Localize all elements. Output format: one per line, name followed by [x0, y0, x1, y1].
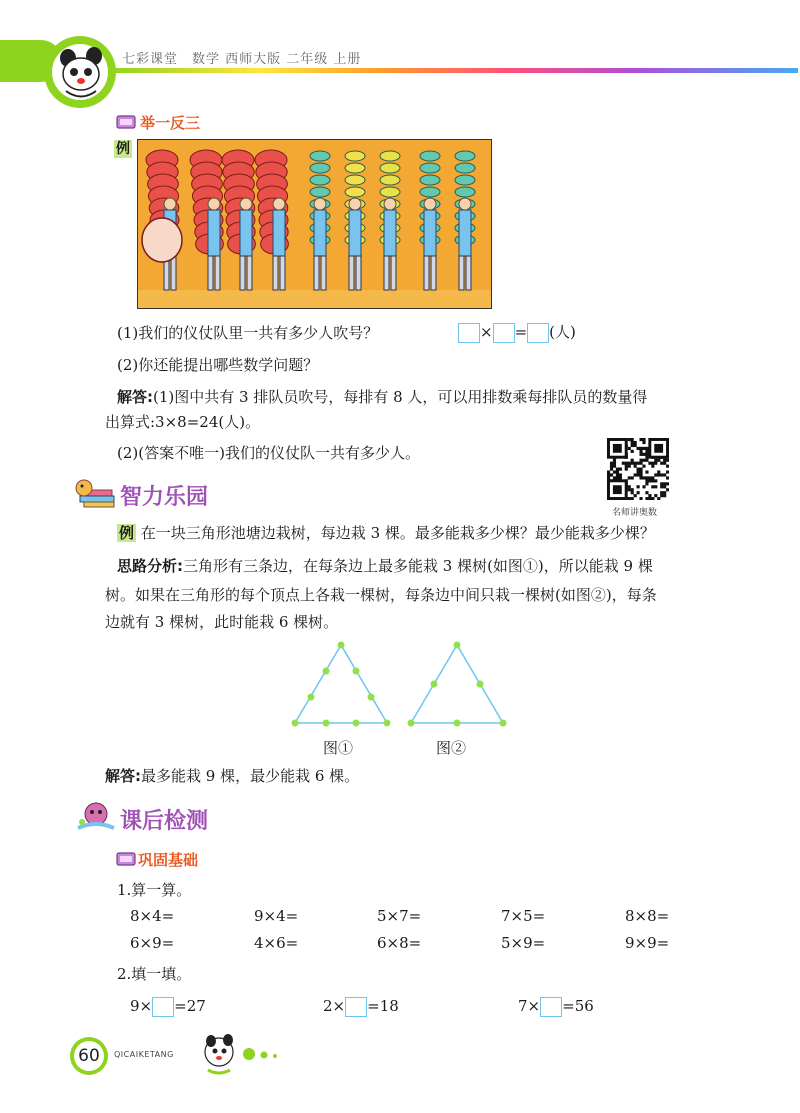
answer-label: 解答:	[105, 767, 141, 785]
calc-item: 4×6=	[254, 934, 299, 952]
fill-item-1: 9× =27	[130, 997, 206, 1015]
analysis-label: 思路分析:	[117, 557, 183, 575]
footer-brand: QICAIKETANG	[114, 1050, 174, 1059]
example2-tag: 例	[119, 524, 135, 542]
section-title-homework: 课后检测	[120, 809, 209, 834]
header-title: 七彩课堂 数学 西师大版 二年级 上册	[122, 52, 362, 67]
calc-item: 6×8=	[377, 934, 422, 952]
calc-item: 9×9=	[625, 934, 670, 952]
blank-box[interactable]	[345, 997, 367, 1017]
calc-item: 5×7=	[377, 907, 422, 925]
times-sign: ×	[480, 323, 493, 341]
unit-label: (人)	[549, 323, 576, 341]
triangle-1	[295, 645, 387, 723]
blank-box[interactable]	[493, 323, 515, 343]
analysis-line-3: 边就有 3 棵树，此时能栽 6 棵树。	[105, 613, 339, 631]
example2-answer: 解答:最多能栽 9 棵，最少能栽 6 棵。	[105, 767, 360, 785]
figure-2-label: 图②	[436, 739, 467, 757]
section-flag-icon	[116, 113, 138, 135]
triangle-2	[411, 645, 503, 723]
calc-item: 9×4=	[254, 907, 299, 925]
analysis-line-1: 思路分析:三角形有三条边，在每条边上最多能栽 3 棵树(如图①)，所以能栽 9 棵	[117, 557, 653, 575]
robot-icon	[74, 800, 118, 838]
panda-mascot-icon	[44, 36, 116, 108]
answer-line-2: 出算式:3×8=24(人)。	[105, 413, 261, 431]
triangle-figures	[290, 640, 520, 730]
section-title-basic: 巩固基础	[138, 851, 199, 869]
section-title-extend: 举一反三	[140, 114, 201, 132]
equals-sign: =	[514, 323, 528, 341]
example2-question: 例 在一块三角形池塘边栽树，每边栽 3 棵。最多能栽多少棵？最少能栽多少棵？	[119, 524, 655, 542]
calc-item: 7×5=	[501, 907, 546, 925]
question-2: (2)你还能提出哪些数学问题？	[117, 356, 319, 374]
question-1: (1)我们的仪仗队里一共有多少人吹号？	[117, 324, 379, 342]
answer-line-1: 解答:(1)图中共有 3 排队员吹号，每排有 8 人，可以用排数乘每排队员的数量得	[117, 388, 648, 406]
answer-label: 解答:	[117, 388, 153, 406]
page-number: 60	[74, 1041, 104, 1071]
header-gradient-line	[108, 68, 798, 73]
blank-box[interactable]	[527, 323, 549, 343]
qr-code[interactable]	[607, 438, 669, 500]
marching-band-image	[138, 140, 491, 308]
calc-item: 8×8=	[625, 907, 670, 925]
figure-1-label: 图①	[323, 739, 354, 757]
triangle-2-trees	[408, 642, 507, 727]
calc-item: 6×9=	[130, 934, 175, 952]
answer-line-3: (2)(答案不唯一)我们的仪仗队一共有多少人。	[117, 444, 420, 462]
exercise-row-1	[0, 907, 800, 927]
page-number-badge	[70, 1037, 108, 1075]
qr-caption: 名师讲奥数	[612, 508, 658, 518]
calc-item: 5×9=	[501, 934, 546, 952]
fill-item-3: 7× =56	[518, 997, 594, 1015]
section-title-puzzle: 智力乐园	[120, 485, 209, 510]
footer-panda-icon	[196, 1030, 242, 1080]
analysis-line-2: 树。如果在三角形的每个顶点上各栽一棵树，每条边中间只栽一棵树(如图②)，每条	[105, 586, 657, 604]
books-icon	[72, 478, 116, 512]
blank-box[interactable]	[458, 323, 480, 343]
exercise-2-title: 2.填一填。	[117, 965, 192, 983]
band-illustration	[137, 139, 492, 309]
blank-box[interactable]	[540, 997, 562, 1017]
fill-item-2: 2× =18	[323, 997, 399, 1015]
equation-blank-row	[458, 322, 576, 343]
footer-dots	[242, 1046, 282, 1066]
exercise-1-title: 1.算一算。	[117, 881, 192, 899]
triangle-1-trees	[292, 642, 391, 727]
example-tag: 例	[116, 141, 130, 157]
header-mascot-circle	[44, 36, 116, 108]
exercise-row-2	[0, 934, 800, 954]
section-flag-icon	[116, 850, 138, 872]
calc-item: 8×4=	[130, 907, 175, 925]
blank-box[interactable]	[152, 997, 174, 1017]
